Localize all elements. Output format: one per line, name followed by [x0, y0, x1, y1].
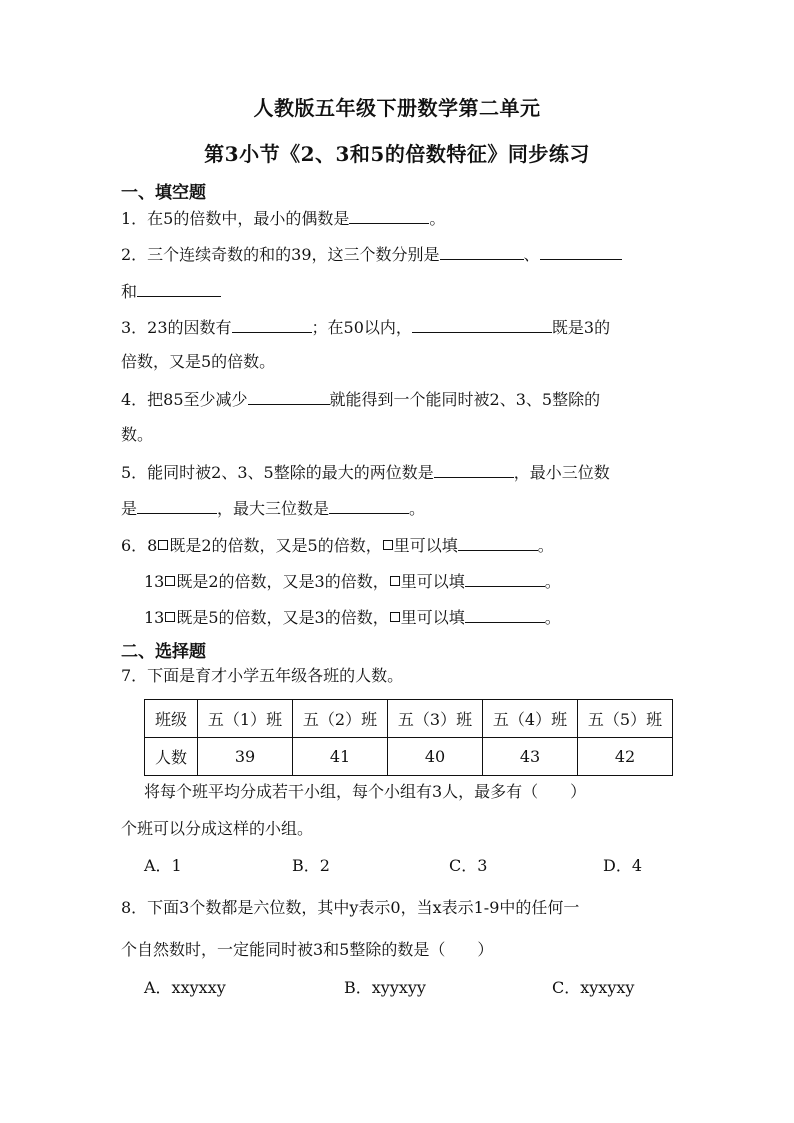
- table-cell: 43: [483, 738, 578, 776]
- question-5-cont: 是 ，最大三位数是 。: [121, 499, 426, 518]
- box-placeholder-icon: [390, 576, 400, 586]
- table-cell: 五（2）班: [293, 700, 388, 738]
- option-c[interactable]: C．xyxyxy: [552, 978, 635, 997]
- question-7: 7．下面是育才小学五年级各班的人数。: [121, 666, 404, 685]
- answer-blank[interactable]: [458, 534, 538, 551]
- table-cell: 五（3）班: [388, 700, 483, 738]
- question-8: 8．下面3个数都是六位数，其中y表示0，当x表示1-9中的任何一: [121, 898, 580, 917]
- option-d[interactable]: D．4: [603, 856, 643, 875]
- question-5: 5．能同时被2、3、5整除的最大的两位数是 ，最小三位数: [121, 463, 610, 482]
- box-placeholder-icon: [165, 612, 175, 622]
- answer-blank[interactable]: [232, 316, 312, 333]
- answer-blank[interactable]: [248, 388, 330, 405]
- page-subtitle: 第3小节《2、3和5的倍数特征》同步练习: [204, 142, 590, 166]
- answer-blank[interactable]: [329, 497, 409, 514]
- table-cell: 五（1）班: [198, 700, 293, 738]
- section-choice-heading: 二、选择题: [121, 642, 206, 662]
- question-4: 4．把85至少减少 就能得到一个能同时被2、3、5整除的: [121, 390, 601, 409]
- box-placeholder-icon: [165, 576, 175, 586]
- question-6-part-2: 13 既是2的倍数，又是3的倍数， 里可以填 。: [144, 572, 561, 591]
- table-cell: 41: [293, 738, 388, 776]
- question-3-cont: 倍数，又是5的倍数。: [121, 352, 276, 371]
- question-7-text-cont: 个班可以分成这样的小组。: [121, 819, 314, 838]
- answer-blank[interactable]: [465, 606, 545, 623]
- question-8-cont: 个自然数时，一定能同时被3和5整除的数是（ ）: [121, 940, 494, 959]
- answer-blank[interactable]: [137, 497, 217, 514]
- table-cell: 人数: [145, 738, 198, 776]
- table-cell: 42: [578, 738, 673, 776]
- box-placeholder-icon: [158, 540, 168, 550]
- section-fill-in-heading: 一、填空题: [121, 183, 206, 203]
- option-a[interactable]: A．xxyxxy: [144, 978, 226, 997]
- option-a[interactable]: A．1: [144, 856, 182, 875]
- option-b[interactable]: B．xyyxyy: [344, 978, 426, 997]
- page-title: 人教版五年级下册数学第二单元: [253, 96, 541, 120]
- table-cell: 40: [388, 738, 483, 776]
- question-2-cont: 和: [121, 280, 221, 302]
- answer-blank[interactable]: [540, 243, 622, 260]
- box-placeholder-icon: [383, 540, 393, 550]
- box-placeholder-icon: [390, 612, 400, 622]
- option-c[interactable]: C．3: [449, 856, 488, 875]
- question-7-text: 将每个班平均分成若干小组，每个小组有3人，最多有（ ）: [144, 782, 587, 801]
- question-4-cont: 数。: [121, 425, 154, 444]
- answer-blank[interactable]: [440, 243, 524, 260]
- answer-blank[interactable]: [434, 461, 514, 478]
- class-size-table: [144, 699, 673, 776]
- question-6-part-3: 13 既是5的倍数，又是3的倍数， 里可以填 。: [144, 608, 561, 627]
- table-cell: 39: [198, 738, 293, 776]
- table-cell: 五（5）班: [578, 700, 673, 738]
- answer-blank[interactable]: [465, 570, 545, 587]
- answer-blank[interactable]: [349, 207, 429, 224]
- table-cell: 五（4）班: [483, 700, 578, 738]
- table-row: [145, 738, 673, 776]
- table-header-row: [145, 700, 673, 738]
- option-b[interactable]: B．2: [292, 856, 330, 875]
- question-1: 1．在5的倍数中，最小的偶数是 。: [121, 209, 446, 228]
- question-2: 2．三个连续奇数的和的39，这三个数分别是 、: [121, 243, 622, 265]
- answer-blank[interactable]: [137, 280, 221, 297]
- question-3: 3．23的因数有 ；在50以内， 既是3的: [121, 318, 611, 337]
- answer-blank[interactable]: [412, 316, 552, 333]
- table-cell: 班级: [145, 700, 198, 738]
- question-6: 6．8 既是2的倍数，又是5的倍数， 里可以填 。: [121, 536, 554, 555]
